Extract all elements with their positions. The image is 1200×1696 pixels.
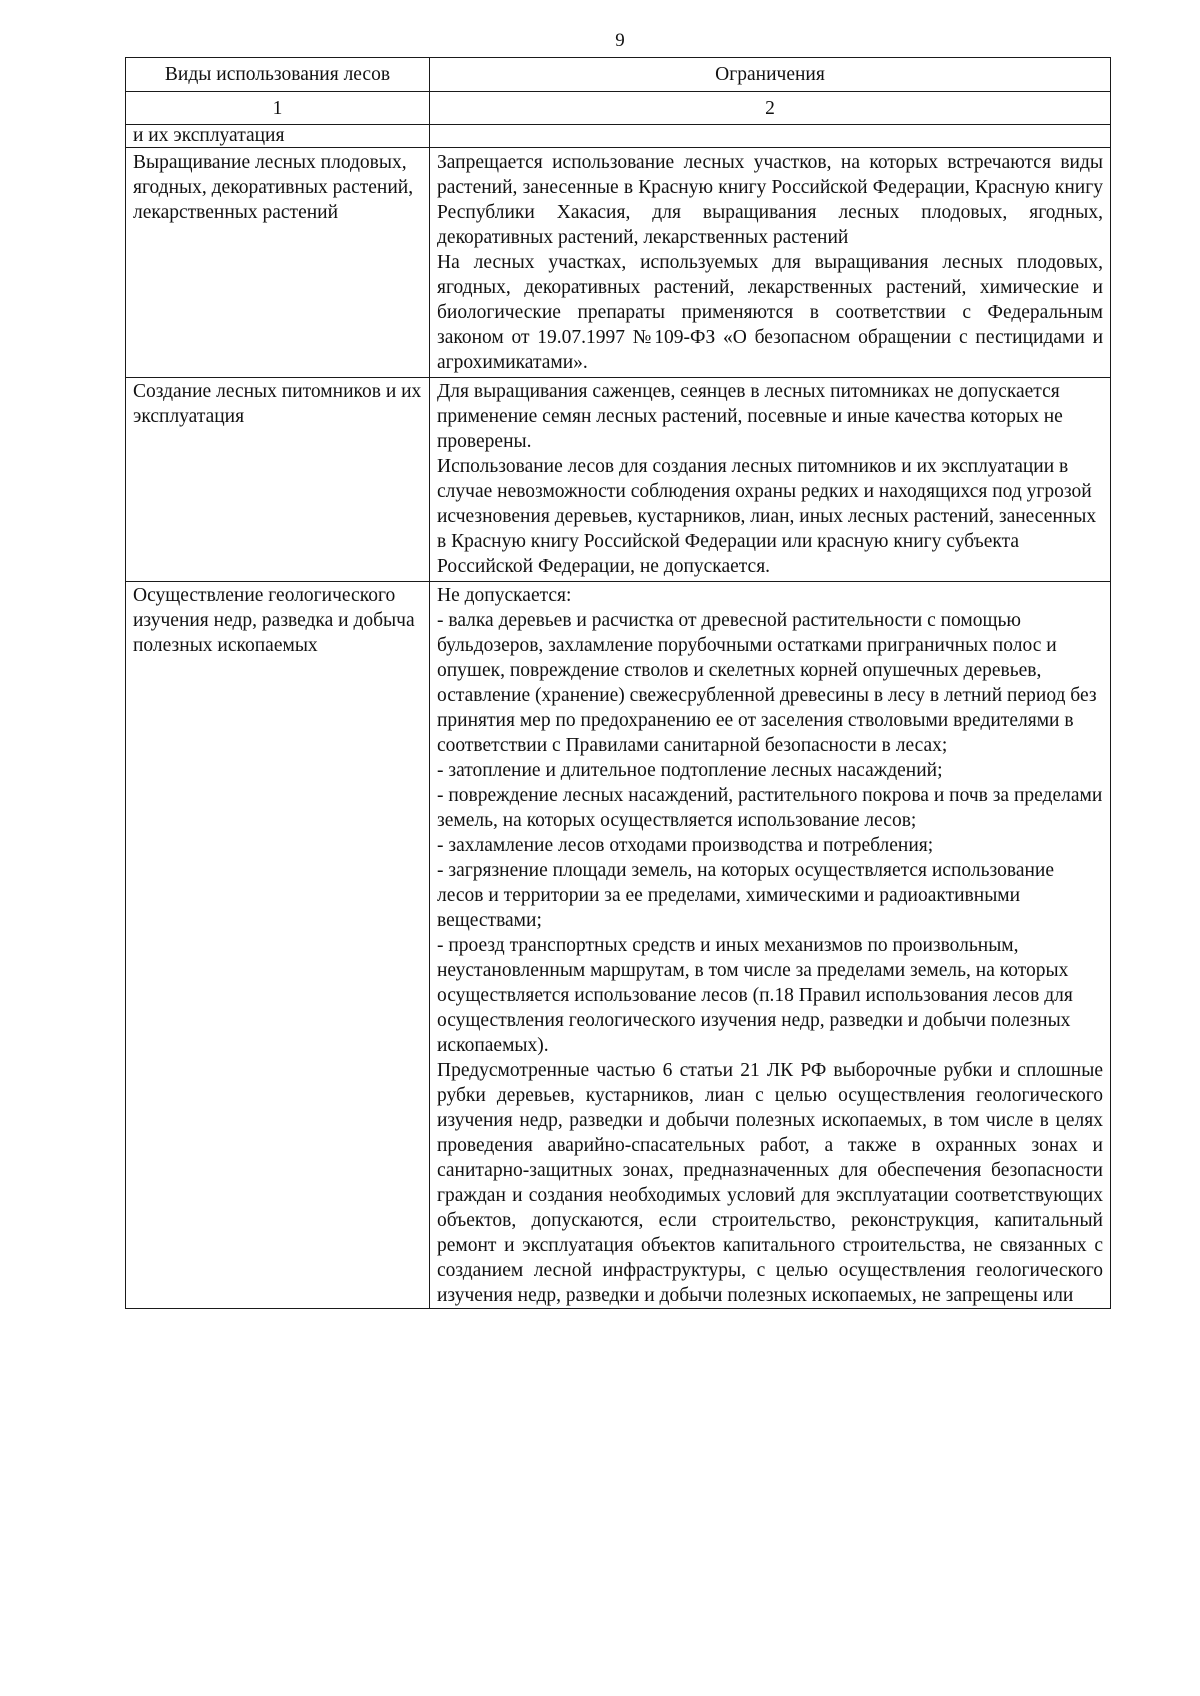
restriction-list-item: - повреждение лесных насаждений, растительного покрова и почв за пределами земель, на которых осуществляется использование лесов; [437,785,1103,831]
continuation-left-cell: и их эксплуатация [126,125,430,148]
usage-type-cell: Выращивание лесных плодовых, ягодных, декоративных растений, лекарственных растений [126,148,430,378]
usage-type-cell: Осуществление геологического изучения недр, разведка и добыча полезных ископаемых [126,582,430,1309]
table-row [126,582,1111,1309]
table-header-row [126,58,1111,92]
column-header-restrictions: Ограничения [430,58,1111,92]
restriction-paragraph: Использование лесов для создания лесных питомников и их эксплуатации в случае невозможности соблюдения охраны редких и находящихся под угрозой исчезновения деревьев, кустарников, лиан, иных лесных растений, занесенных в Красную книгу Российской Федерации или красную книгу субъекта Российской Федерации, не допускается. [437,456,1097,577]
restriction-list-item: - захламление лесов отходами производства и потребления; [437,835,934,856]
column-number-1: 1 [126,92,430,125]
restriction-paragraph: Для выращивания саженцев, сеянцев в лесных питомниках не допускается применение семян лесных растений, посевные и иные качества которых не проверены. [437,381,1063,452]
usage-type-cell: Создание лесных питомников и их эксплуатация [126,378,430,582]
restriction-paragraph: Не допускается: [437,585,572,606]
continuation-row [126,125,1111,148]
restriction-cell [430,148,1111,378]
table-row [126,378,1111,582]
column-number-2: 2 [430,92,1111,125]
restriction-list-item: - валка деревьев и расчистка от древесной растительности с помощью бульдозеров, захламление порубочными остатками приграничных полос и опушек, повреждение стволов и скелетных корней опушечных деревьев, оставление (хранение) свежесрубленной древесины в лесу в летний период без принятия мер по предохранению ее от заселения стволовыми вредителями в соответствии с Правилами санитарной безопасности в лесах; [437,610,1097,756]
continuation-right-cell [430,125,1111,148]
restrictions-table [125,57,1111,1309]
restriction-list-item: - затопление и длительное подтопление лесных насаждений; [437,760,943,781]
restriction-paragraph: На лесных участках, используемых для выращивания лесных плодовых, ягодных, декоративных растений, лекарственных растений, химические и биологические препараты применяются в соответствии с Федеральным законом от 19.07.1997 №109-ФЗ «О безопасном обращении с пестицидами и агрохимикатами». [437,252,1103,373]
restriction-list-item: - загрязнение площади земель, на которых осуществляется использование лесов и территории за ее пределами, химическими и радиоактивными веществами; [437,860,1055,931]
restriction-paragraph: Запрещается использование лесных участков, на которых встречаются виды растений, занесенные в Красную книгу Российской Федерации, Красную книгу Республики Хакасия, для выращивания лесных плодовых, ягодных, декоративных растений, лекарственных растений [437,152,1103,248]
table-row [126,148,1111,378]
restriction-paragraph: Предусмотренные частью 6 статьи 21 ЛК РФ выборочные рубки и сплошные рубки деревьев, кустарников, лиан с целью осуществления геологического изучения недр, разведки и добычи полезных ископаемых, в том числе в целях проведения аварийно-спасательных работ, а также в охранных зонах и санитарно-защитных зонах, предназначенных для обеспечения безопасности граждан и создания необходимых условий для эксплуатации соответствующих объектов, допускаются, если строительство, реконструкция, капитальный ремонт и эксплуатация объектов капитального строительства, не связанных с созданием лесной инфраструктуры, с целью осуществления геологического изучения недр, разведки и добычи полезных ископаемых, не запрещены или [437,1060,1103,1306]
restriction-cell [430,378,1111,582]
restriction-list-item: - проезд транспортных средств и иных механизмов по произвольным, неустановленным маршрутам, в том числе за пределами земель, на которых осуществляется использование лесов (п.18 Правил использования лесов для осуществления геологического изучения недр, разведки и добычи полезных ископаемых). [437,935,1073,1056]
page-number: 9 [615,30,625,51]
column-number-row [126,92,1111,125]
column-header-usage-types: Виды использования лесов [126,58,430,92]
restriction-cell [430,582,1111,1309]
